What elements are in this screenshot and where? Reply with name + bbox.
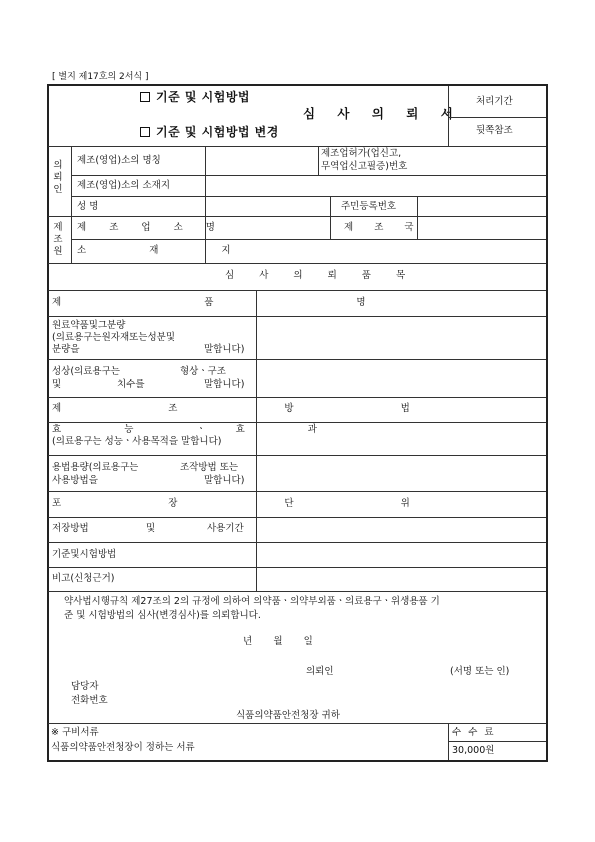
title-line3: 기준 및 시험방법 변경 xyxy=(140,126,279,138)
dosage-label-1b: 조작방법 또는 xyxy=(180,462,239,473)
required-docs-label: ※ 구비서류 xyxy=(51,727,99,738)
required-docs-value: 식품의약품안전청장이 정하는 서류 xyxy=(51,742,195,753)
items-row-5 xyxy=(48,455,546,456)
country-col-left xyxy=(330,216,331,239)
maker-name-label: 제조(영업)소의 명칭 xyxy=(77,155,161,166)
fee-label: 수 수 료 xyxy=(452,727,496,738)
items-row-1 xyxy=(48,316,546,317)
row-line-2 xyxy=(71,196,546,197)
dosage-label-2b: 말합니다) xyxy=(204,475,245,486)
items-bottom-line xyxy=(48,591,546,592)
raw-material-label-3: 분량을 xyxy=(52,344,80,355)
block-bottom-line xyxy=(48,263,546,264)
footer-top-line xyxy=(48,723,546,724)
shape-label-2c: 말합니다) xyxy=(204,379,245,390)
manufacturer-group-label: 제조원 xyxy=(53,222,63,257)
storage-label-1: 저장방법 xyxy=(52,523,89,534)
statement-date: 년 월 일 xyxy=(243,636,313,647)
form-title: 심 사 의 뢰 서 xyxy=(303,106,462,121)
processing-period-label: 처리기간 xyxy=(476,96,513,107)
dosage-label-2a: 사용방법을 xyxy=(52,475,98,486)
items-row-2 xyxy=(48,359,546,360)
person-in-charge-label: 담당자 xyxy=(71,681,99,692)
raw-material-label-1: 원료약품및그분량 xyxy=(52,320,126,331)
manufacturer-country-label: 제 조 국 xyxy=(344,222,423,233)
resident-col-left xyxy=(330,196,331,216)
group-col-line xyxy=(71,146,72,263)
items-row-8 xyxy=(48,542,546,543)
resident-number-label: 주민등록번호 xyxy=(341,201,397,212)
manufacturer-location-label: 소 재 지 xyxy=(77,245,261,256)
side-box-mid xyxy=(448,117,546,118)
dosage-label-1a: 용법용량(의료용구는 xyxy=(52,462,139,473)
outer-bottom-border xyxy=(47,760,548,762)
requester-sign-label: 의뢰인 xyxy=(306,666,334,677)
shape-label-2b: 치수를 xyxy=(117,379,145,390)
method-label: 제 조 방 법 xyxy=(52,403,462,414)
shape-label-1b: 형상ㆍ구조 xyxy=(180,366,226,377)
statement-line-2: 준 및 시험방법의 심사(변경심사)를 의뢰합니다. xyxy=(64,610,261,621)
product-name-label: 제 품 명 xyxy=(52,297,436,308)
sign-or-seal-label: (서명 또는 인) xyxy=(450,666,510,677)
person-name-label: 성 명 xyxy=(77,201,99,212)
resident-col-right xyxy=(417,196,418,216)
shape-label-1a: 성상(의료용구는 xyxy=(52,366,120,377)
row-line-4 xyxy=(71,239,546,240)
items-row-7 xyxy=(48,517,546,518)
see-back-label: 뒷쪽참조 xyxy=(476,125,513,136)
form-label: [ 별지 제17호의 2서식 ] xyxy=(52,72,149,82)
efficacy-label-1: 효 능 ㆍ효 과 xyxy=(52,424,347,435)
phone-label: 전화번호 xyxy=(71,695,108,706)
standard-test-label: 기준및시험방법 xyxy=(52,549,117,560)
title-line1: 기준 및 시험방법 xyxy=(140,91,250,103)
items-row-6 xyxy=(48,491,546,492)
items-row-9 xyxy=(48,567,546,568)
requester-group-label: 의뢰인 xyxy=(53,160,63,195)
outer-right-border xyxy=(546,84,548,761)
header-bottom-line xyxy=(48,146,546,147)
raw-material-label-2: (의료용구는원자재또는성분및 xyxy=(52,332,176,343)
license-label-1: 제조업허가(업신고, xyxy=(321,148,402,159)
raw-material-label-3b: 말합니다) xyxy=(204,344,245,355)
outer-top-border xyxy=(47,84,548,86)
checkbox-icon[interactable] xyxy=(140,127,150,137)
license-label-2: 무역업신고필증)번호 xyxy=(321,161,408,172)
statement-line-1: 약사법시행규칙 제27조의 2의 규정에 의하여 의약품ㆍ의약부외품ㆍ의료용구ㆍ위생용품 기 xyxy=(64,596,440,607)
items-row-4 xyxy=(48,422,546,423)
group-divider xyxy=(48,216,546,217)
package-unit-label: 포 장 단 위 xyxy=(52,498,462,509)
storage-label-3: 사용기간 xyxy=(207,523,244,534)
items-label-col-line xyxy=(256,290,257,592)
license-col-left xyxy=(318,146,319,175)
checkbox-icon[interactable] xyxy=(140,92,150,102)
fee-mid-line xyxy=(448,741,546,742)
maker-address-label: 제조(영업)소의 소재지 xyxy=(77,180,171,191)
efficacy-label-2: (의료용구는 성능ㆍ사용목적을 말합니다) xyxy=(52,436,222,447)
items-row-3 xyxy=(48,397,546,398)
items-header-bottom xyxy=(48,290,546,291)
row-line-1 xyxy=(71,175,546,176)
shape-label-2a: 및 xyxy=(52,379,62,390)
manufacturer-name-label: 제 조 업 소 명 xyxy=(77,222,225,233)
storage-label-2: 및 xyxy=(146,523,156,534)
remarks-label: 비고(신청근거) xyxy=(52,573,115,584)
items-header: 심 사 의 뢰 품 목 xyxy=(225,270,417,281)
addressee-label: 식품의약품안전청장 귀하 xyxy=(236,710,340,721)
fee-value: 30,000원 xyxy=(452,745,495,756)
